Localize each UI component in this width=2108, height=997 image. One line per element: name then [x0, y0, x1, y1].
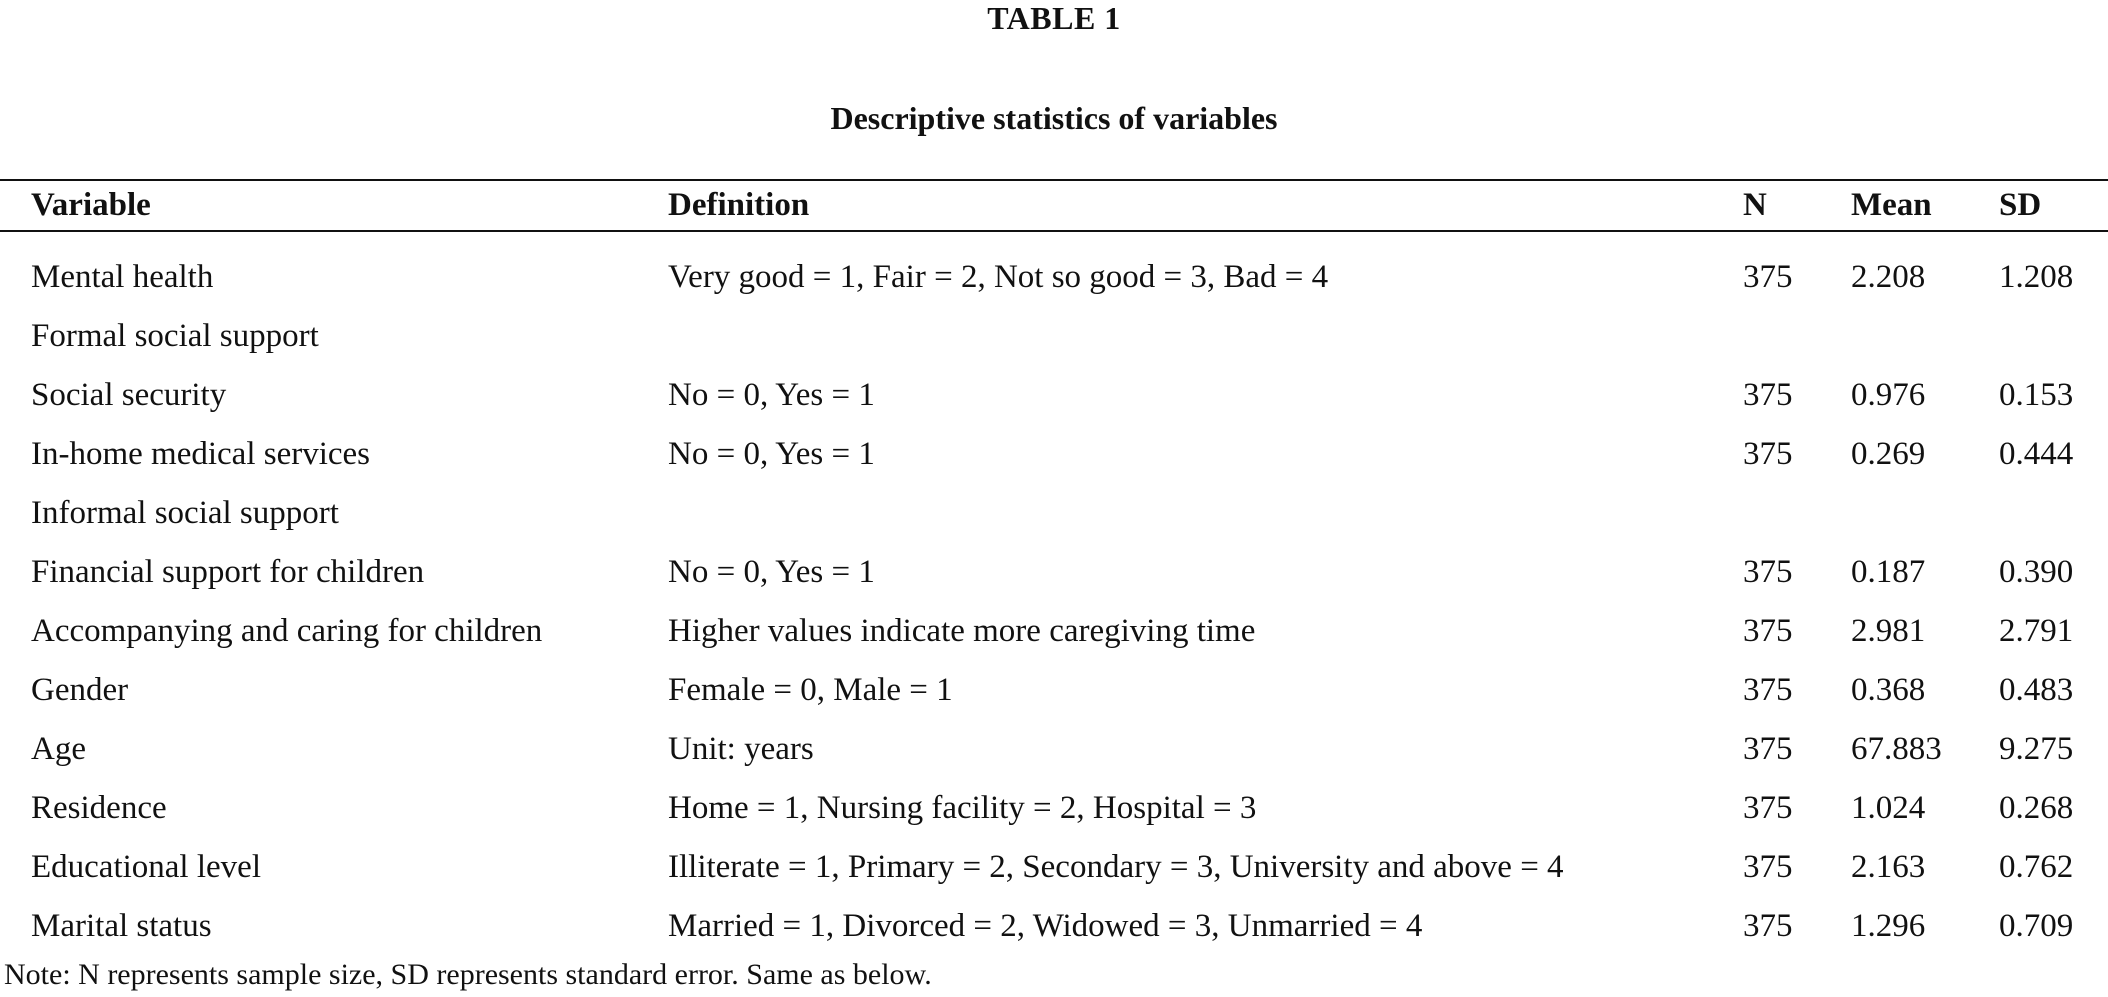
- cell-mean: 2.163: [1851, 849, 1926, 885]
- cell-variable: Informal social support: [31, 495, 339, 531]
- table-note: Note: N represents sample size, SD represents standard error. Same as below.: [4, 958, 932, 991]
- cell-variable: Social security: [31, 377, 227, 413]
- table-row: [0, 897, 2108, 956]
- cell-sd: 0.444: [1999, 436, 2074, 472]
- cell-variable: Gender: [31, 672, 129, 708]
- cell-n: 375: [1743, 436, 1793, 472]
- cell-mean: 0.187: [1851, 554, 1926, 590]
- cell-variable: Mental health: [31, 259, 214, 295]
- cell-n: 375: [1743, 672, 1793, 708]
- cell-n: 375: [1743, 613, 1793, 649]
- cell-mean: 0.368: [1851, 672, 1926, 708]
- cell-definition: Married = 1, Divorced = 2, Widowed = 3, Unmarried = 4: [668, 908, 1423, 944]
- table-row: [0, 661, 2108, 720]
- cell-mean: 2.208: [1851, 259, 1926, 295]
- table-number: TABLE 1: [987, 0, 1121, 36]
- cell-definition: No = 0, Yes = 1: [668, 377, 875, 413]
- cell-mean: 67.883: [1851, 731, 1942, 767]
- cell-sd: 0.709: [1999, 908, 2074, 944]
- cell-variable: Formal social support: [31, 318, 319, 354]
- cell-sd: [1999, 307, 2108, 366]
- cell-mean: [1851, 484, 1999, 543]
- cell-n: [1743, 307, 1851, 366]
- cell-variable: Accompanying and caring for children: [31, 613, 543, 649]
- cell-n: [1743, 484, 1851, 543]
- table-row: [0, 720, 2108, 779]
- table-row: [0, 838, 2108, 897]
- cell-variable: Residence: [31, 790, 167, 826]
- cell-definition: Illiterate = 1, Primary = 2, Secondary = 3, University and above = 4: [668, 849, 1564, 885]
- table-caption: Descriptive statistics of variables: [830, 100, 1278, 136]
- cell-mean: 0.976: [1851, 377, 1926, 413]
- cell-definition: Higher values indicate more caregiving time: [668, 613, 1256, 649]
- header-variable: Variable: [31, 187, 151, 223]
- cell-n: 375: [1743, 849, 1793, 885]
- cell-sd: 2.791: [1999, 613, 2074, 649]
- cell-definition: No = 0, Yes = 1: [668, 436, 875, 472]
- table-row: [0, 484, 2108, 543]
- cell-mean: 1.024: [1851, 790, 1926, 826]
- cell-variable: In-home medical services: [31, 436, 371, 472]
- header-mean: Mean: [1851, 187, 1932, 223]
- header-definition: Definition: [668, 187, 810, 223]
- cell-definition: Unit: years: [668, 731, 814, 767]
- header-n: N: [1743, 187, 1767, 223]
- cell-definition: Female = 0, Male = 1: [668, 672, 953, 708]
- table-row: [0, 543, 2108, 602]
- cell-definition: [668, 484, 1743, 543]
- cell-variable: Financial support for children: [31, 554, 425, 590]
- cell-sd: 9.275: [1999, 731, 2074, 767]
- cell-sd: 0.762: [1999, 849, 2074, 885]
- cell-n: 375: [1743, 790, 1793, 826]
- table-row: [0, 602, 2108, 661]
- cell-mean: [1851, 307, 1999, 366]
- cell-n: 375: [1743, 259, 1793, 295]
- table-header: [0, 181, 2108, 230]
- table-row: [0, 425, 2108, 484]
- cell-definition: Very good = 1, Fair = 2, Not so good = 3, Bad = 4: [668, 259, 1329, 295]
- cell-variable: Marital status: [31, 908, 212, 944]
- cell-n: 375: [1743, 908, 1793, 944]
- cell-n: 375: [1743, 377, 1793, 413]
- cell-n: 375: [1743, 554, 1793, 590]
- cell-variable: Age: [31, 731, 86, 767]
- cell-sd: 0.153: [1999, 377, 2074, 413]
- cell-definition: No = 0, Yes = 1: [668, 554, 875, 590]
- table-row: [0, 366, 2108, 425]
- statistics-table: [0, 181, 2108, 956]
- cell-n: 375: [1743, 731, 1793, 767]
- header-row: [0, 181, 2108, 230]
- cell-mean: 0.269: [1851, 436, 1926, 472]
- cell-definition: [668, 307, 1743, 366]
- cell-variable: Educational level: [31, 849, 261, 885]
- table-row: [0, 230, 2108, 307]
- cell-mean: 1.296: [1851, 908, 1926, 944]
- table-row: [0, 307, 2108, 366]
- cell-mean: 2.981: [1851, 613, 1926, 649]
- cell-sd: 0.268: [1999, 790, 2074, 826]
- cell-sd: [1999, 484, 2108, 543]
- table-row: [0, 779, 2108, 838]
- cell-definition: Home = 1, Nursing facility = 2, Hospital = 3: [668, 790, 1257, 826]
- table-body: [0, 230, 2108, 956]
- cell-sd: 0.483: [1999, 672, 2074, 708]
- cell-sd: 0.390: [1999, 554, 2074, 590]
- header-sd: SD: [1999, 187, 2042, 223]
- cell-sd: 1.208: [1999, 259, 2074, 295]
